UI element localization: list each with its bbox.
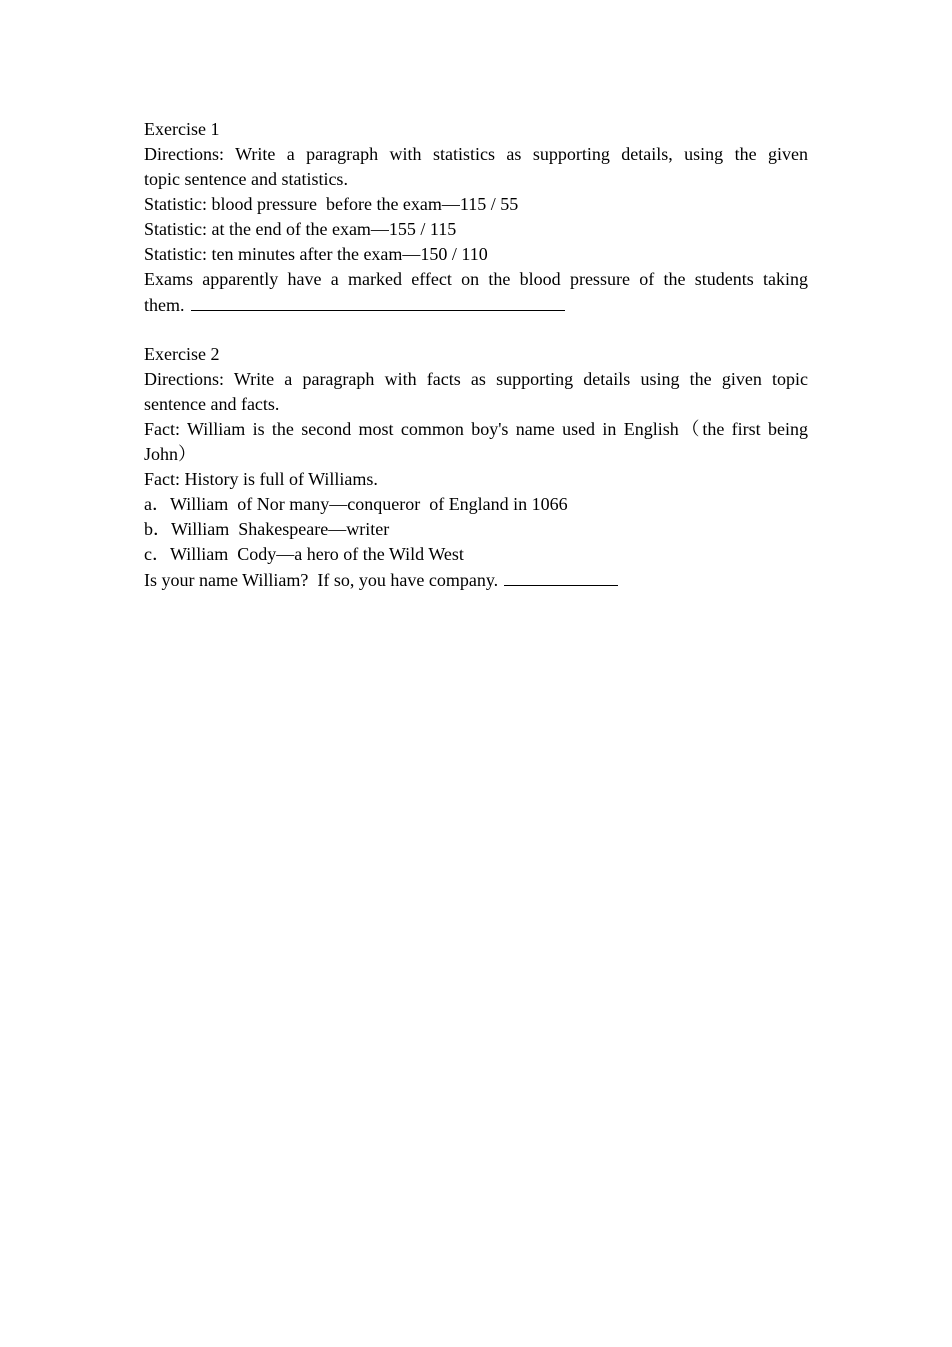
section-gap (144, 318, 808, 342)
exercise-1-directions-line-2: topic sentence and statistics. (144, 169, 348, 189)
closing-line-wrap (144, 567, 808, 593)
fact-1-line-1: Fact: William is the second most common boy's name used in English（the first being (144, 419, 808, 439)
list-item-c: c．William Cody—a hero of the Wild West (144, 544, 464, 564)
exercise-2-title: Exercise 2 (144, 344, 220, 364)
statistic-3: Statistic: ten minutes after the exam—150 / 110 (144, 244, 488, 264)
closing-sentence: Is your name William? If so, you have company. (144, 570, 499, 590)
exercise-1-title: Exercise 1 (144, 119, 220, 139)
exercise-1-topic-line-2-wrap (144, 292, 808, 318)
list-item-a: a．William of Nor many—conqueror of England in 1066 (144, 494, 568, 514)
fact-2: Fact: History is full of Williams. (144, 469, 378, 489)
list-item-b: b．William Shakespeare—writer (144, 519, 390, 539)
exercise-2-directions-line-2: sentence and facts. (144, 394, 280, 414)
statistic-2: Statistic: at the end of the exam—155 / 115 (144, 219, 457, 239)
statistic-1: Statistic: blood pressure before the exam—115 / 55 (144, 194, 519, 214)
exercise-1-topic-line-1: Exams apparently have a marked effect on the blood pressure of the students taking (144, 269, 808, 289)
exercise-1-topic-line-2: them. (144, 295, 185, 315)
exercise-2-directions-line-1: Directions: Write a paragraph with facts as supporting details using the given topic (144, 369, 808, 389)
answer-blank-1[interactable] (191, 292, 565, 311)
fact-1-line-2: John） (144, 444, 197, 464)
document-body (144, 117, 808, 593)
answer-blank-2[interactable] (504, 567, 618, 586)
exercise-1-directions-line-1: Directions: Write a paragraph with statistics as supporting details, using the given (144, 144, 808, 164)
